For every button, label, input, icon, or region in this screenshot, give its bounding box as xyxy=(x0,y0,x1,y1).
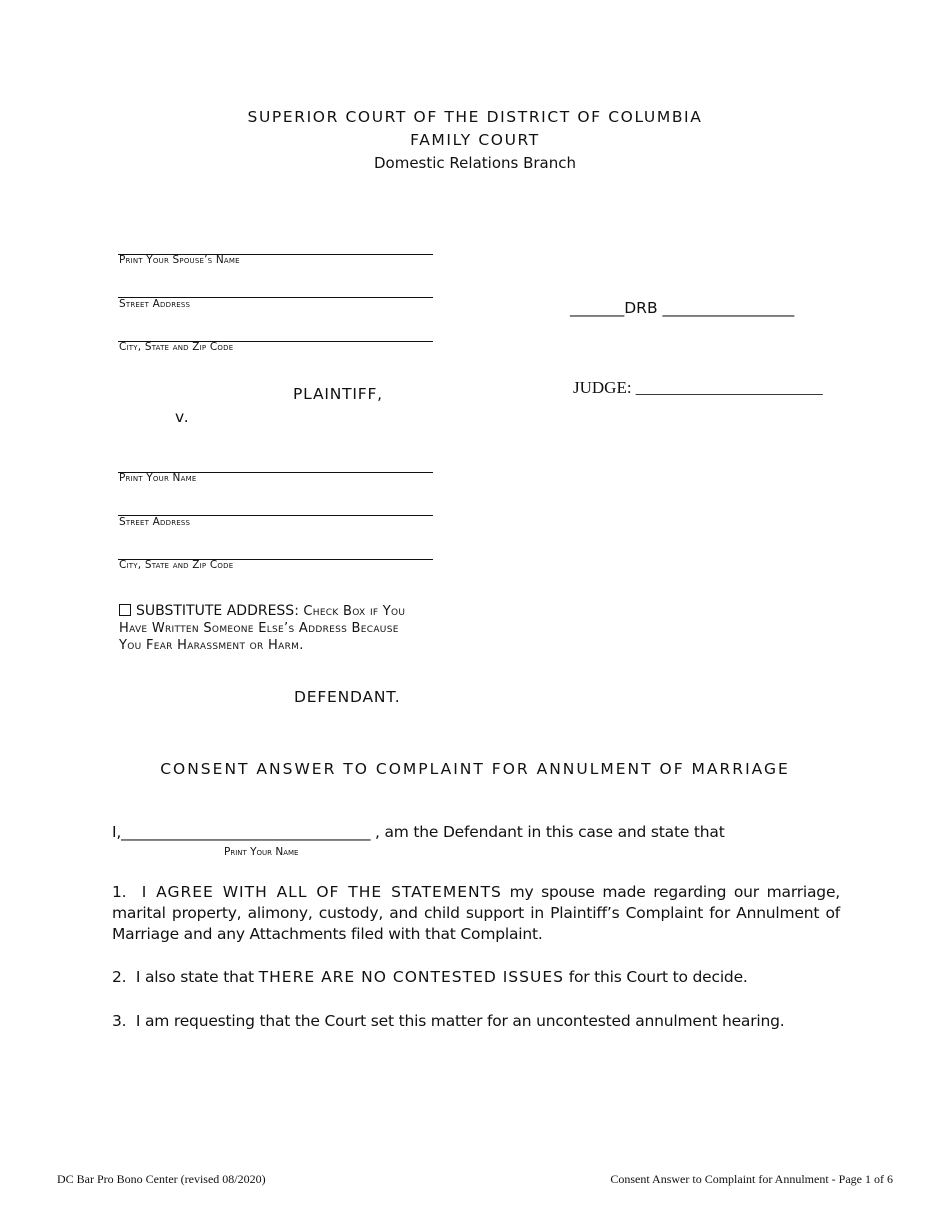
judge-field[interactable]: JUDGE: ______________________ xyxy=(573,378,823,397)
defendant-name-caption: Print Your Name xyxy=(119,472,197,484)
statement-2-pre: I also state that xyxy=(135,968,254,986)
court-branch: Domestic Relations Branch xyxy=(373,154,576,172)
substitute-address-text-2: Have Written Someone Else’s Address Because xyxy=(119,621,399,636)
plaintiff-label: PLAINTIFF, xyxy=(293,385,383,403)
defendant-city-caption: City, State and Zip Code xyxy=(119,559,234,571)
substitute-address-label: SUBSTITUTE ADDRESS: xyxy=(136,603,299,619)
substitute-address-checkbox[interactable] xyxy=(119,604,131,616)
declaration-line xyxy=(112,823,725,841)
substitute-address-block xyxy=(119,603,449,654)
declaration-name-blank[interactable]: _________________________________ xyxy=(121,823,371,841)
footer-left: DC Bar Pro Bono Center (revised 08/2020) xyxy=(57,1172,266,1186)
statement-1-text: my spouse made regarding our marriage, marital property, alimony, custody, and child support in Plaintiff’s Complaint for Annulment of Marriage and any Attachments filed with that Complaint. xyxy=(112,883,841,943)
statement-3-number: 3. xyxy=(112,1012,127,1030)
court-division: FAMILY COURT xyxy=(410,131,540,149)
substitute-address-text-1: Check Box if You xyxy=(303,604,406,619)
plaintiff-city-caption: City, State and Zip Code xyxy=(119,341,234,353)
court-name: SUPERIOR COURT OF THE DISTRICT OF COLUMBIA xyxy=(247,108,703,126)
declaration-prefix: I, xyxy=(112,823,122,841)
statement-2-text: for this Court to decide. xyxy=(568,968,748,986)
statement-1-number: 1. xyxy=(112,883,127,901)
declaration-suffix: , am the Defendant in this case and state that xyxy=(375,823,725,841)
document-title: CONSENT ANSWER TO COMPLAINT FOR ANNULMENT OF MARRIAGE xyxy=(160,760,790,778)
statement-2-emphasis: THERE ARE NO CONTESTED ISSUES xyxy=(258,968,564,986)
statement-1-emphasis: I AGREE WITH ALL OF THE STATEMENTS xyxy=(141,883,502,901)
defendant-label: DEFENDANT. xyxy=(294,688,401,706)
declaration-caption: Print Your Name xyxy=(224,846,299,858)
statement-3-text: I am requesting that the Court set this matter for an uncontested annulment hearing. xyxy=(135,1012,785,1030)
case-number-field[interactable]: _______DRB _________________ xyxy=(570,299,795,317)
spouse-name-caption: Print Your Spouse’s Name xyxy=(119,254,240,266)
substitute-address-text-3: You Fear Harassment or Harm. xyxy=(119,638,304,653)
statement-2-number: 2. xyxy=(112,968,127,986)
plaintiff-street-caption: Street Address xyxy=(119,298,191,310)
statement-3 xyxy=(112,1011,840,1032)
statement-2 xyxy=(112,967,840,988)
versus: v. xyxy=(175,408,190,426)
footer-right: Consent Answer to Complaint for Annulment - Page 1 of 6 xyxy=(610,1172,893,1186)
defendant-street-caption: Street Address xyxy=(119,516,191,528)
statement-1 xyxy=(112,882,840,945)
